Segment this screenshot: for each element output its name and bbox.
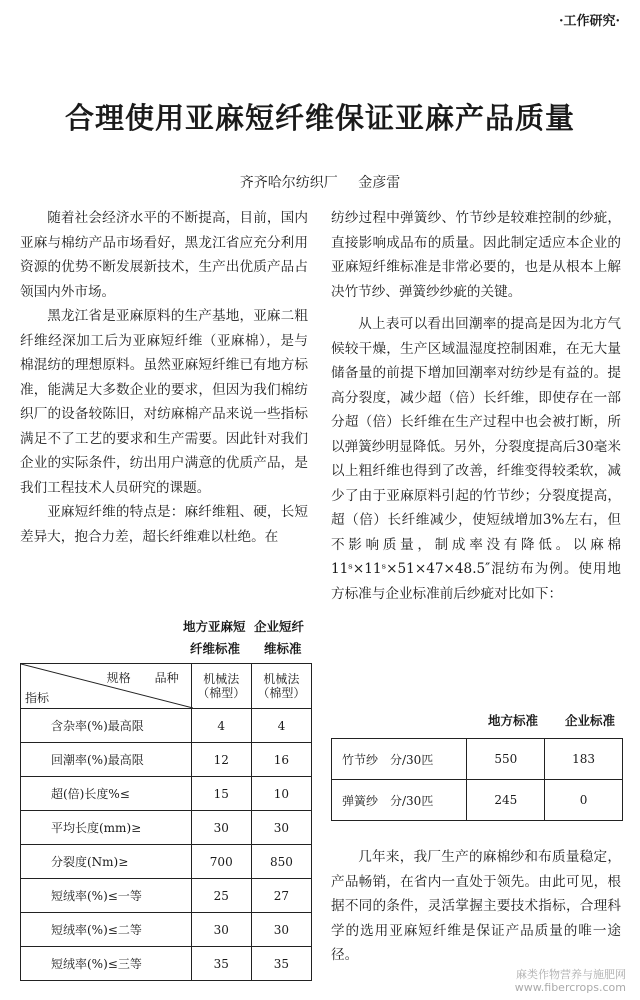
corner-bottom-label: 指标 bbox=[25, 691, 50, 705]
table-row bbox=[332, 739, 623, 780]
watermark-url: www.fibercrops.com bbox=[514, 981, 626, 994]
section-tag: ·工作研究· bbox=[558, 14, 620, 29]
row-label: 含杂率(%)最高限 bbox=[21, 709, 192, 743]
table-header-row bbox=[21, 664, 312, 709]
standards-table bbox=[20, 663, 312, 981]
table-row bbox=[21, 743, 312, 777]
paragraph: 几年来，我厂生产的麻棉纱和布质量稳定，产品畅销，在省内一直处于领先。由此可见，根据不同的条件，灵活掌握主要技术指标，合理科学的选用亚麻短纤维是保证产品质量的唯一途径。 bbox=[331, 849, 621, 963]
cell: 4 bbox=[251, 709, 311, 743]
cell: 35 bbox=[191, 947, 251, 981]
corner-cell bbox=[21, 664, 192, 709]
table-row bbox=[21, 811, 312, 845]
paragraph: 纺纱过程中弹簧纱、竹节纱是较难控制的纱疵，直接影响成品布的质量。因此制定适应本企业的亚麻短纤维标准是非常必要的，也是从根本上解决竹节纱、弹簧纱纱疵的关键。 bbox=[331, 210, 621, 300]
row-label: 回潮率(%)最高限 bbox=[21, 743, 192, 777]
table-row bbox=[21, 947, 312, 981]
paragraph: 亚麻短纤维的特点是：麻纤维粗、硬，长短差异大，抱合力差，超长纤维难以杜绝。在 bbox=[20, 504, 308, 545]
cell: 15 bbox=[191, 777, 251, 811]
watermark bbox=[515, 968, 626, 994]
cell: 12 bbox=[191, 743, 251, 777]
cell: 245 bbox=[467, 780, 545, 821]
cell: 30 bbox=[251, 811, 311, 845]
cell: 4 bbox=[191, 709, 251, 743]
table1-head-local-2: 纤维标准 bbox=[190, 641, 241, 656]
table2-head-local: 地方标准 bbox=[488, 713, 539, 728]
col-head: 机械法（棉型） bbox=[191, 664, 251, 709]
row-label: 弹簧纱 分/30匹 bbox=[332, 780, 467, 821]
cell: 27 bbox=[251, 879, 311, 913]
cell: 700 bbox=[191, 845, 251, 879]
row-label: 平均长度(mm)≥ bbox=[21, 811, 192, 845]
row-label: 竹节纱 分/30匹 bbox=[332, 739, 467, 780]
cell: 30 bbox=[251, 913, 311, 947]
right-column bbox=[331, 206, 621, 606]
row-label: 短绒率(%)≤一等 bbox=[21, 879, 192, 913]
paragraph: 随着社会经济水平的不断提高，目前，国内亚麻与棉纺产品市场看好，黑龙江省应充分利用资源的优势不断发展新技术，生产出优质产品占领国内外市场。 bbox=[20, 210, 308, 300]
conclusion-block bbox=[331, 845, 621, 968]
author-name: 金彦雷 bbox=[358, 175, 401, 191]
cell: 30 bbox=[191, 913, 251, 947]
byline bbox=[0, 172, 640, 192]
paragraph: 黑龙江省是亚麻原料的生产基地，亚麻二粗纤维经深加工后为亚麻短纤维（亚麻棉），是与棉混纺的理想原料。虽然亚麻短纤维已有地方标准，能满足大多数企业的要求，但因为我们棉纺织厂的设备较陈旧，对纺麻棉产品来说一些指标满足不了工艺的要求和生产需要。因此针对我们企业的实际条件，纺出用户满意的优质产品，是我们工程技术人员研究的课题。 bbox=[20, 308, 308, 496]
table1-head-local-1: 地方亚麻短 bbox=[183, 619, 246, 634]
table1-head-enterprise-2: 维标准 bbox=[264, 641, 302, 656]
row-label: 短绒率(%)≤二等 bbox=[21, 913, 192, 947]
article-title: 合理使用亚麻短纤维保证亚麻产品质量 bbox=[64, 101, 575, 135]
cell: 0 bbox=[545, 780, 623, 821]
row-label: 短绒率(%)≤三等 bbox=[21, 947, 192, 981]
col-head: 机械法（棉型） bbox=[251, 664, 311, 709]
cell: 16 bbox=[251, 743, 311, 777]
author-org: 齐齐哈尔纺织厂 bbox=[239, 175, 338, 191]
paragraph: 从上表可以看出回潮率的提高是因为北方气候较干燥，生产区域温湿度控制困难，在无大量储备量的前提下增加回潮率对纺纱是有益的。提高分裂度，减少超（倍）长纤维，即使存在一部分超（倍）长纤维在生产过程中也会被打断，所以弹簧纱明显降低。另外，分裂度提高后30毫米以上粗纤维也得到了改善，纤维变得较柔软，减少了由于亚麻原料引起的竹节纱；分裂度提高，超（倍）长纤维减少，使短绒增加3%左右，但不影响质量，制成率没有降低。以麻棉11ˢ×11ˢ×51×47×48.5″混纺布为例。使用地方标准与企业标准前后纱疵对比如下： bbox=[331, 316, 621, 602]
cell: 10 bbox=[251, 777, 311, 811]
row-label: 分裂度(Nm)≥ bbox=[21, 845, 192, 879]
cell: 30 bbox=[191, 811, 251, 845]
corner-top-label: 规格 品种 bbox=[106, 671, 179, 685]
watermark-line: 麻类作物营养与施肥网 bbox=[516, 968, 626, 981]
cell: 850 bbox=[251, 845, 311, 879]
table2-head-enterprise: 企业标准 bbox=[565, 713, 616, 728]
cell: 183 bbox=[545, 739, 623, 780]
defect-comparison-table bbox=[331, 738, 623, 821]
table1-head-enterprise-1: 企业短纤 bbox=[254, 619, 305, 634]
table-row bbox=[332, 780, 623, 821]
table-row bbox=[21, 879, 312, 913]
cell: 25 bbox=[191, 879, 251, 913]
left-column bbox=[20, 206, 308, 549]
table-row bbox=[21, 913, 312, 947]
table-row bbox=[21, 709, 312, 743]
cell: 35 bbox=[251, 947, 311, 981]
table-row bbox=[21, 845, 312, 879]
cell: 550 bbox=[467, 739, 545, 780]
table-row bbox=[21, 777, 312, 811]
row-label: 超(倍)长度%≤ bbox=[21, 777, 192, 811]
